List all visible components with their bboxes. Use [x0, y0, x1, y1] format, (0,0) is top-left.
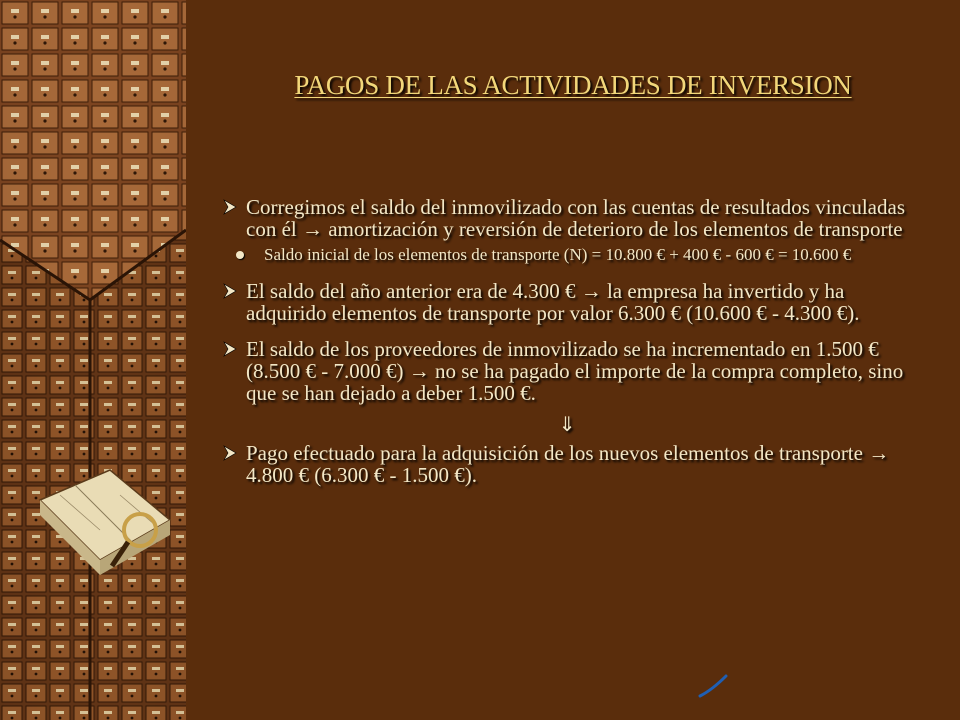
bullet-item	[222, 442, 912, 486]
bullet-item	[222, 280, 912, 324]
arrowhead-bullet-icon	[222, 283, 238, 299]
arrowhead-bullet-icon	[222, 445, 238, 461]
down-arrow-icon: ⇓	[558, 412, 576, 436]
bullet-text: El saldo del año anterior era de 4.300 € → la empresa ha invertido y ha adquirido elementos de transporte por valor 6.300 € (10.600 € - 4.300 €).	[246, 279, 860, 325]
bullet-text: Corregimos el saldo del inmovilizado con las cuentas de resultados vinculadas con él → amortización y reversión de deterioro de los elementos de transporte	[246, 195, 905, 241]
sub-bullet-item	[198, 246, 912, 264]
bullet-item	[222, 196, 912, 240]
card-catalog-illustration	[0, 0, 186, 720]
sub-bullet-text: Saldo inicial de los elementos de transporte (N) = 10.800 € + 400 € - 600 € = 10.600 €	[264, 245, 852, 264]
slide-title: PAGOS DE LAS ACTIVIDADES DE INVERSION	[294, 70, 852, 100]
bullet-item	[222, 338, 912, 404]
bullet-text: El saldo de los proveedores de inmovilizado se ha incrementado en 1.500 € (8.500 € - 7.000 €) → no se ha pagado el importe de la compra completo, sino que se han dejado a deber 1.500 €.	[246, 337, 904, 405]
arrowhead-bullet-icon	[222, 341, 238, 357]
arrowhead-bullet-icon	[222, 199, 238, 215]
bullet-text: Pago efectuado para la adquisición de los nuevos elementos de transporte → 4.800 € (6.300 € - 1.500 €).	[246, 441, 890, 487]
bullet-list	[222, 196, 912, 500]
round-dot-icon	[236, 251, 244, 259]
swoosh-icon	[698, 674, 728, 698]
